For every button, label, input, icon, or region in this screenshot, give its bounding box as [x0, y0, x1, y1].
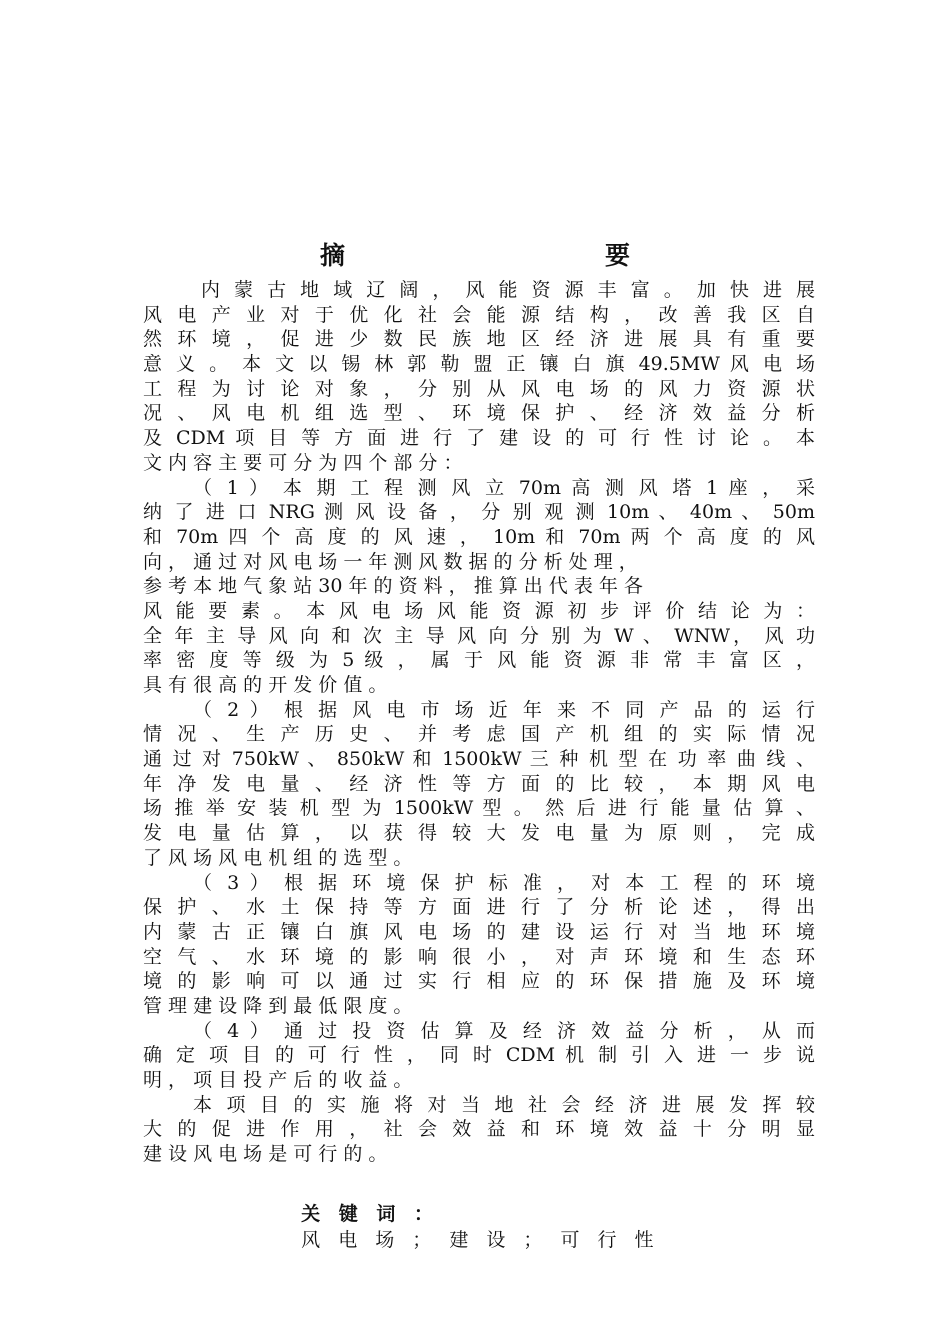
keywords-label: 关 键 词 ：: [301, 1203, 440, 1225]
text-line: （ 3 ） 根 据 环 境 保 护 标 准 ， 对 本 工 程 的 环 境: [193, 871, 815, 894]
text-line: 内 蒙 古 正 镶 白 旗 风 电 场 的 建 设 运 行 对 当 地 环 境: [143, 920, 815, 943]
text-line: 年 净 发 电 量 、 经 济 性 等 方 面 的 比 较 ， 本 期 风 电: [143, 772, 815, 795]
text-line: （ 4 ） 通 过 投 资 估 算 及 经 济 效 益 分 析 ， 从 而: [193, 1019, 815, 1042]
text-line: 参 考 本 地 气 象 站 30 年 的 资 料 ， 推 算 出 代 表 年 各: [143, 575, 643, 598]
text-line: 文 内 容 主 要 可 分 为 四 个 部 分 ：: [143, 451, 463, 474]
text-line: 率 密 度 等 级 为 5 级 ， 属 于 风 能 资 源 非 常 丰 富 区 ，: [143, 649, 815, 672]
text-line: 保 护 、 水 土 保 持 等 方 面 进 行 了 分 析 论 述 ， 得 出: [143, 896, 815, 919]
text-line: 和 70m 四 个 高 度 的 风 速 ， 10m 和 70m 两 个 高 度 的 风: [143, 525, 815, 548]
text-line: 内 蒙 古 地 域 辽 阔 ， 风 能 资 源 丰 富 。 加 快 进 展: [201, 279, 815, 301]
text-line: 境 的 影 响 可 以 通 过 实 行 相 应 的 环 保 措 施 及 环 境: [143, 970, 815, 993]
text-line: 建 设 风 电 场 是 可 行 的 。: [143, 1143, 388, 1166]
text-line: 明 ， 项 目 投 产 后 的 收 益 。: [143, 1069, 413, 1091]
text-line: 本 项 目 的 实 施 将 对 当 地 社 会 经 济 进 展 发 挥 较: [193, 1093, 815, 1116]
text-line: 具 有 很 高 的 开 发 价 值 。: [143, 674, 388, 696]
text-line: （ 1 ） 本 期 工 程 测 风 立 70m 高 测 风 塔 1 座 ， 采: [193, 476, 815, 499]
text-line: 了 风 场 风 电 机 组 的 选 型 。: [143, 846, 413, 869]
text-line: 及 CDM 项 目 等 方 面 进 行 了 建 设 的 可 行 性 讨 论 。 本: [143, 427, 815, 450]
text-line: 全 年 主 导 风 向 和 次 主 导 风 向 分 别 为 W 、 WNW， 风 功: [143, 624, 815, 647]
page-title: 摘 要: [319, 241, 700, 270]
text-line: 通 过 对 750kW 、 850kW 和 1500kW 三 种 机 型 在 功 率 曲 线 、: [143, 748, 815, 771]
text-line: 况 、 风 电 机 组 选 型 、 环 境 保 护 、 经 济 效 益 分 析: [143, 402, 815, 425]
text-line: 空 气 、 水 环 境 的 影 响 很 小 ， 对 声 环 境 和 生 态 环: [143, 945, 815, 968]
text-line: 向 ， 通 过 对 风 电 场 一 年 测 风 数 据 的 分 析 处 理 ，: [143, 550, 638, 573]
abstract-body: [143, 278, 815, 1167]
text-line: 然 环 境 ， 促 进 少 数 民 族 地 区 经 济 进 展 具 有 重 要: [143, 328, 815, 351]
text-line: 风 电 产 业 对 于 优 化 社 会 能 源 结 构 ， 改 善 我 区 自: [143, 303, 815, 326]
text-line: 发 电 量 估 算 ， 以 获 得 较 大 发 电 量 为 原 则 ， 完 成: [143, 822, 815, 845]
text-line: 场 推 举 安 装 机 型 为 1500kW 型 。 然 后 进 行 能 量 估 算 、: [143, 797, 815, 820]
text-line: 工 程 为 讨 论 对 象 ， 分 别 从 风 电 场 的 风 力 资 源 状: [143, 377, 815, 400]
text-line: 大 的 促 进 作 用 ， 社 会 效 益 和 环 境 效 益 十 分 明 显: [143, 1118, 815, 1141]
text-line: 风 能 要 素 。 本 风 电 场 风 能 资 源 初 步 评 价 结 论 为 ：: [143, 599, 815, 622]
text-line: 意 义 。 本 文 以 锡 林 郭 勒 盟 正 镶 白 旗 49.5MW 风 电 场: [143, 353, 815, 376]
text-line: 确 定 项 目 的 可 行 性 ， 同 时 CDM 机 制 引 入 进 一 步 说: [143, 1044, 815, 1067]
text-line: 管 理 建 设 降 到 最 低 限 度 。: [143, 994, 413, 1017]
keywords-value: 风 电 场 ； 建 设 ； 可 行 性: [301, 1229, 660, 1251]
keywords-line: [277, 1175, 660, 1251]
text-line: 情 况 、 生 产 历 史 、 并 考 虑 国 产 机 组 的 实 际 情 况: [143, 723, 815, 746]
text-line: （ 2 ） 根 据 风 电 市 场 近 年 来 不 同 产 品 的 运 行: [193, 698, 815, 721]
text-line: 纳 了 进 口 NRG 测 风 设 备 ， 分 别 观 测 10m 、 40m 、 50m: [143, 501, 815, 524]
